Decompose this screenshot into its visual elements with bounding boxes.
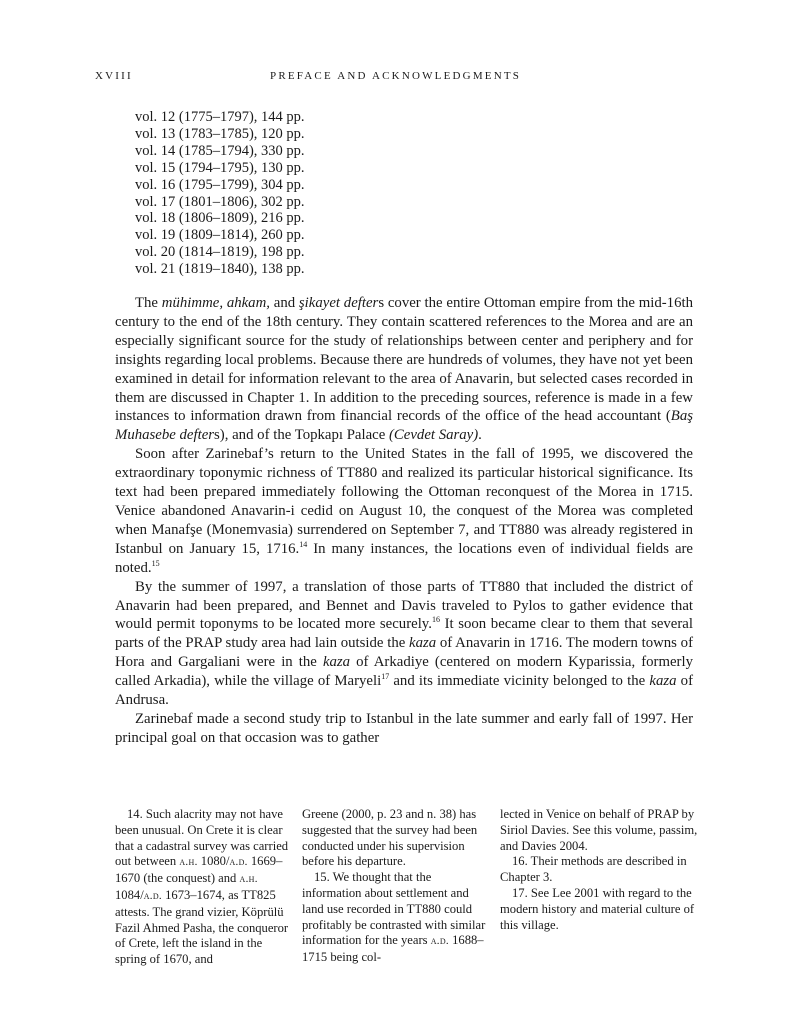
volume-entry: vol. 20 (1814–1819), 198 pp. (135, 244, 305, 261)
volume-entry: vol. 19 (1809–1814), 260 pp. (135, 227, 305, 244)
body-text (115, 294, 693, 748)
volume-entry: vol. 17 (1801–1806), 302 pp. (135, 193, 305, 210)
footnote-15-continued: lected in Venice on behalf of PRAP by Siriol Davies. See this volume, passim, and Davies 2004. (500, 807, 698, 853)
footnote-column-3 (500, 807, 700, 933)
running-title: PREFACE AND ACKNOWLEDGMENTS (270, 70, 522, 82)
footnote-ref: 15 (151, 558, 160, 568)
paragraph-defters: The mühimme, ahkam, and şikayet defters cover the entire Ottoman empire from the mid-16th century to the end of the 18th century. They contain scattered references to the Morea and are an especially significant source for the study of relationships between center and periphery and for insights regarding local problems. Because there are hundreds of volumes, they have not yet been examined in detail for information relevant to the area of Anavarin, but selected cases recorded in them are discussed in Chapter 1. In addition to the preceding sources, reference is made in a few instances to information drawn from financial records of the office of the head accountant (Baş Muhasebe defters), and of the Topkapı Palace (Cevdet Saray). (115, 295, 693, 444)
volume-entry: vol. 13 (1783–1785), 120 pp. (135, 125, 305, 142)
footnote-ref: 14 (299, 539, 308, 549)
volume-entry: vol. 16 (1795–1799), 304 pp. (135, 176, 305, 193)
volume-list (135, 109, 305, 278)
volume-entry: vol. 15 (1794–1795), 130 pp. (135, 159, 305, 176)
page-number: XVIII (95, 70, 133, 82)
footnote-14: 14. Such alacrity may not have been unusual. On Crete it is clear that a cadastral survey was carried out between a.h. 1080/a.d. 1669–1670 (the conquest) and a.h. 1084/a.d. 1673–1674, as TT825 attests. The grand vizier, Köprülü Fazil Ahmed Pasha, the conqueror of Crete, left the island in the spring of 1670, and (115, 807, 289, 967)
footnote-14-continued: Greene (2000, p. 23 and n. 38) has suggested that the survey had been conducted under his supervision before his departure. (302, 807, 478, 869)
volume-entry: vol. 14 (1785–1794), 330 pp. (135, 142, 305, 159)
footnote-ref: 16 (431, 615, 440, 625)
volume-entry: vol. 18 (1806–1809), 216 pp. (135, 210, 305, 227)
paragraph-summer-1997: By the summer of 1997, a translation of those parts of TT880 that included the district of Anavarin had been prepared, and Bennet and Davis traveled to Pylos to gather evidence that would permit toponyms to be located more securely.$^{16}$ It soon became clear to them that several parts of the PRAP study area had lain outside the kaza of Anavarin in 1716. The modern towns of Hora and Gargaliani were in the kaza of Arkadiye (centered on modern Kyparissia, formerly called Arkadia), while the village of Maryeli$^{17}$ and its immediate vicinity belonged to the kaza of Andrusa. (115, 578, 693, 709)
paragraph-second-trip: Zarinebaf made a second study trip to Istanbul in the late summer and early fall of 1997. Her principal goal on that occasion was to gather (115, 710, 693, 746)
footnote-column-1 (115, 807, 290, 968)
footnote-column-2 (302, 807, 488, 966)
volume-entry: vol. 12 (1775–1797), 144 pp. (135, 109, 305, 125)
footnote-ref: 17 (381, 672, 390, 682)
footnote-17: 17. See Lee 2001 with regard to the modern history and material culture of this village. (500, 885, 695, 932)
volume-entry: vol. 21 (1819–1840), 138 pp. (135, 261, 305, 278)
footnote-15: 15. We thought that the information about settlement and land use recorded in TT880 could profitably be contrasted with similar information for the years a.d. 1688–1715 being col- (302, 870, 486, 965)
footnote-16: 16. Their methods are described in Chapter 3. (500, 854, 687, 885)
paragraph-tt880: Soon after Zarinebaf’s return to the United States in the fall of 1995, we discovered the extraordinary toponymic richness of TT880 and realized its particular historical significance. Its text had been prepared immediately following the Ottoman reconquest of the Morea in 1715. Venice abandoned Anavarin-i cedid on August 10, the conquest of the Morea was completed when Manafşe (Monemvasia) surrendered on September 7, and TT880 was already registered in Istanbul on January 15, 1716.14 In many instances, the locations even of individual fields are noted.$^{15}$ (115, 446, 694, 576)
